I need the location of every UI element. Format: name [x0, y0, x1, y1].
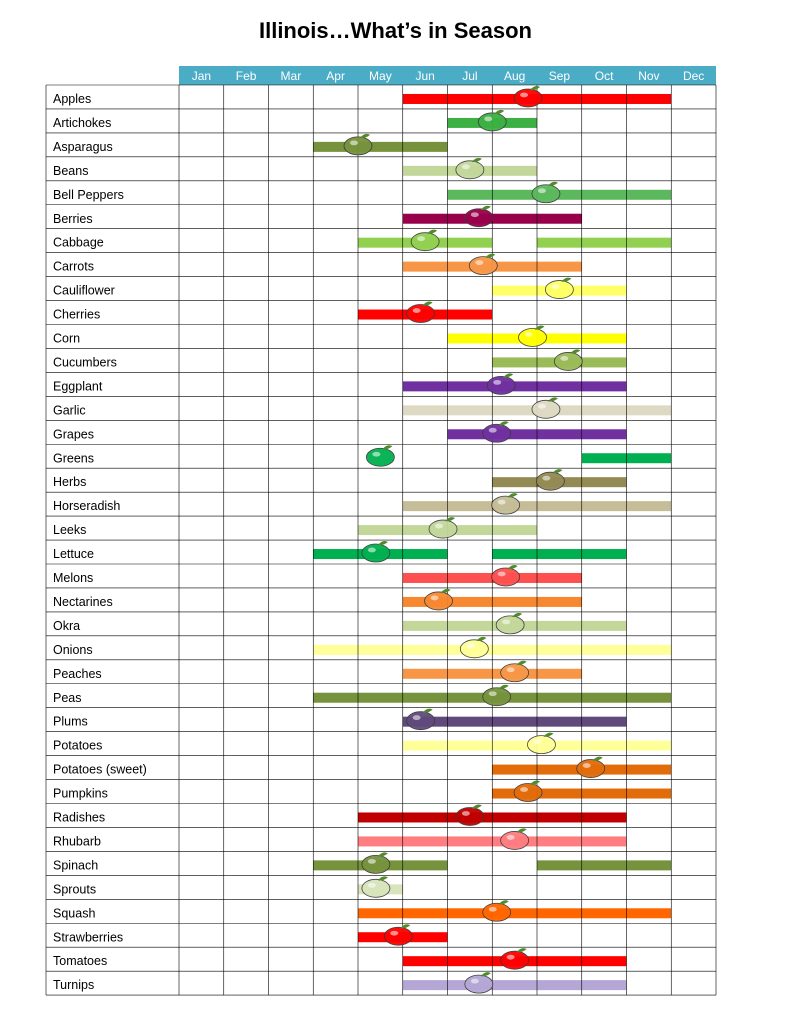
peach-icon-leaf — [517, 661, 527, 665]
greens-icon — [366, 445, 394, 466]
lettuce-icon-leaf — [378, 541, 388, 545]
row-label-corn: Corn — [53, 331, 81, 346]
cauliflower-icon — [545, 278, 573, 299]
cabbage-icon-shape — [411, 233, 439, 251]
row-label-onions: Onions — [53, 642, 93, 657]
row-label-beans: Beans — [53, 163, 89, 178]
month-label-jun: Jun — [415, 69, 435, 83]
beans-icon-highlight — [462, 164, 470, 169]
pepper-icon-leaf — [548, 182, 558, 186]
strawberry-icon-leaf — [400, 924, 410, 928]
spinach-icon-leaf — [378, 852, 388, 856]
eggplant-icon-shape — [487, 376, 515, 394]
pumpkin-icon — [514, 781, 542, 802]
sweet-potato-icon-highlight — [583, 763, 591, 768]
beans-icon — [456, 158, 484, 179]
potato-icon-shape — [527, 736, 555, 754]
plum-icon-shape — [407, 712, 435, 730]
row-label-strawberries: Strawberries — [53, 930, 124, 945]
corn-icon-highlight — [525, 332, 533, 337]
row-label-plums: Plums — [53, 714, 88, 729]
cucumber-icon-leaf — [570, 349, 580, 353]
leek-icon-leaf — [445, 517, 455, 521]
berries-icon — [465, 206, 493, 227]
peach-icon — [501, 661, 529, 682]
apple-icon-highlight — [520, 93, 528, 98]
row-label-asparagus: Asparagus — [53, 139, 113, 154]
peas-icon-leaf — [499, 685, 509, 689]
melon-icon-shape — [492, 568, 520, 586]
season-bar-turnips-1 — [403, 980, 627, 990]
row-label-okra: Okra — [53, 618, 81, 633]
eggplant-icon-leaf — [503, 373, 513, 377]
page-title: Illinois…What’s in Season — [258, 18, 532, 43]
apple-icon-shape — [514, 89, 542, 107]
month-label-jul: Jul — [462, 69, 478, 83]
corn-icon — [519, 325, 547, 346]
month-label-sep: Sep — [548, 69, 571, 83]
leek-icon — [429, 517, 457, 538]
season-bar-lettuce-2 — [492, 549, 626, 559]
lettuce-icon-shape — [362, 544, 390, 562]
season-bar-squash-1 — [358, 908, 671, 918]
peas-icon-shape — [483, 688, 511, 706]
cauliflower-icon-shape — [545, 281, 573, 299]
cauliflower-icon-highlight — [551, 284, 559, 289]
sprouts-icon-leaf — [378, 876, 388, 880]
apple-icon — [514, 86, 542, 107]
month-label-nov: Nov — [638, 69, 660, 83]
potato-icon-leaf — [543, 733, 553, 737]
row-label-potatoes: Potatoes — [53, 738, 103, 753]
tomato-icon-leaf — [517, 948, 527, 952]
melon-icon-leaf — [508, 565, 518, 569]
okra-icon — [496, 613, 524, 634]
row-label-carrots: Carrots — [53, 259, 94, 274]
turnip-icon-leaf — [481, 972, 491, 976]
nectarine-icon — [425, 589, 453, 610]
row-label-grapes: Grapes — [53, 427, 94, 442]
sprouts-icon — [362, 876, 390, 897]
melon-icon — [492, 565, 520, 586]
radish-icon-leaf — [472, 804, 482, 808]
garlic-icon-shape — [532, 400, 560, 418]
pumpkin-icon-leaf — [530, 781, 540, 785]
row-label-pumpkins: Pumpkins — [53, 786, 108, 801]
garlic-icon-leaf — [548, 397, 558, 401]
leek-icon-shape — [429, 520, 457, 538]
row-label-horseradish: Horseradish — [53, 499, 121, 514]
cherries-icon-leaf — [423, 302, 433, 306]
row-label-sprouts: Sprouts — [53, 882, 97, 897]
horseradish-icon-shape — [492, 496, 520, 514]
row-label-berries: Berries — [53, 211, 93, 226]
peach-icon-highlight — [507, 667, 515, 672]
berries-icon-highlight — [471, 212, 479, 217]
grapes-icon-highlight — [489, 428, 497, 433]
tomato-icon-highlight — [507, 955, 515, 960]
plum-icon-highlight — [413, 715, 421, 720]
rhubarb-icon — [501, 828, 529, 849]
onion-icon-highlight — [466, 643, 474, 648]
strawberry-icon-shape — [384, 927, 412, 945]
nectarine-icon-leaf — [441, 589, 451, 593]
rhubarb-icon-shape — [501, 831, 529, 849]
row-label-apples: Apples — [53, 92, 92, 106]
month-label-may: May — [369, 69, 392, 83]
row-label-peaches: Peaches — [53, 666, 102, 681]
season-bar-spinach-2 — [537, 860, 671, 870]
month-label-feb: Feb — [235, 69, 257, 83]
row-label-melons: Melons — [53, 571, 94, 585]
row-label-squash: Squash — [53, 906, 96, 921]
horseradish-icon-highlight — [498, 500, 506, 505]
herbs-icon — [536, 469, 564, 490]
cucumber-icon — [554, 349, 582, 370]
month-label-dec: Dec — [682, 69, 705, 83]
row-label-leeks: Leeks — [53, 523, 87, 538]
pumpkin-icon-highlight — [520, 787, 528, 792]
strawberry-icon-highlight — [390, 931, 398, 936]
turnip-icon-shape — [465, 975, 493, 993]
plum-icon-leaf — [423, 709, 433, 713]
row-label-artichokes: Artichokes — [53, 115, 112, 130]
rhubarb-icon-highlight — [507, 835, 515, 840]
pepper-icon-highlight — [538, 188, 546, 193]
peach-icon-shape — [501, 664, 529, 682]
okra-icon-leaf — [512, 613, 522, 617]
artichoke-icon — [478, 110, 506, 131]
peas-icon — [483, 685, 511, 706]
beans-icon-shape — [456, 161, 484, 179]
radish-icon-highlight — [462, 811, 470, 816]
row-label-lettuce: Lettuce — [53, 547, 95, 562]
radish-icon — [456, 804, 484, 825]
row-label-eggplant: Eggplant — [53, 379, 103, 394]
rhubarb-icon-leaf — [517, 828, 527, 832]
cherries-icon — [407, 302, 435, 323]
sprouts-icon-shape — [362, 879, 390, 897]
row-label-cabbage: Cabbage — [53, 235, 104, 250]
carrot-icon-shape — [469, 257, 497, 275]
berries-icon-leaf — [481, 206, 491, 210]
row-label-rhubarb: Rhubarb — [53, 834, 101, 849]
season-bar-asparagus-1 — [313, 142, 447, 152]
tomato-icon — [501, 948, 529, 969]
row-label-cucumbers: Cucumbers — [53, 355, 117, 370]
squash-icon-shape — [483, 903, 511, 921]
cabbage-icon-highlight — [417, 236, 425, 241]
sweet-potato-icon-leaf — [593, 757, 603, 761]
turnip-icon-highlight — [471, 979, 479, 984]
onion-icon-leaf — [476, 637, 486, 641]
apple-icon-leaf — [530, 86, 540, 90]
garlic-icon-highlight — [538, 404, 546, 409]
sweet-potato-icon — [577, 757, 605, 778]
asparagus-icon-highlight — [350, 140, 358, 145]
row-label-cherries: Cherries — [53, 307, 101, 322]
squash-icon-leaf — [499, 900, 509, 904]
month-label-apr: Apr — [326, 69, 345, 83]
row-label-cauliflower: Cauliflower — [53, 283, 115, 298]
squash-icon-highlight — [489, 907, 497, 912]
greens-icon-leaf — [382, 445, 392, 449]
okra-icon-shape — [496, 616, 524, 634]
horseradish-icon — [492, 493, 520, 514]
cabbage-icon-leaf — [427, 230, 437, 234]
herbs-icon-leaf — [552, 469, 562, 473]
beans-icon-leaf — [472, 158, 482, 162]
cherries-icon-highlight — [413, 308, 421, 313]
nectarine-icon-highlight — [431, 596, 439, 601]
month-label-aug: Aug — [503, 69, 526, 83]
horseradish-icon-leaf — [508, 493, 518, 497]
sweet-potato-icon-shape — [577, 760, 605, 778]
row-label-turnips: Turnips — [53, 978, 95, 993]
grapes-icon-shape — [483, 424, 511, 442]
cabbage-icon — [411, 230, 439, 251]
artichoke-icon-highlight — [484, 117, 492, 122]
asparagus-icon — [344, 134, 372, 155]
potato-icon — [527, 733, 555, 754]
season-bar-plums-1 — [403, 717, 627, 727]
artichoke-icon-shape — [478, 113, 506, 131]
potato-icon-highlight — [533, 739, 541, 744]
row-label-garlic: Garlic — [53, 403, 86, 418]
artichoke-icon-leaf — [494, 110, 504, 114]
season-bar-cabbage-2 — [537, 238, 671, 248]
okra-icon-highlight — [502, 619, 510, 624]
pepper-icon-shape — [532, 185, 560, 203]
spinach-icon-highlight — [368, 859, 376, 864]
spinach-icon — [362, 852, 390, 873]
berries-icon-shape — [465, 209, 493, 227]
carrot-icon — [469, 254, 497, 275]
peas-icon-highlight — [489, 691, 497, 696]
corn-icon-shape — [519, 328, 547, 346]
pepper-icon — [532, 182, 560, 203]
cucumber-icon-shape — [554, 352, 582, 370]
lettuce-icon-highlight — [368, 548, 376, 553]
herbs-icon-highlight — [542, 476, 550, 481]
spinach-icon-shape — [362, 855, 390, 873]
asparagus-icon-shape — [344, 137, 372, 155]
herbs-icon-shape — [536, 472, 564, 490]
month-label-jan: Jan — [191, 69, 212, 83]
garlic-icon — [532, 397, 560, 418]
row-label-nectarines: Nectarines — [53, 594, 113, 609]
leek-icon-highlight — [435, 524, 443, 529]
greens-icon-shape — [366, 448, 394, 466]
onion-icon — [460, 637, 488, 658]
nectarine-icon-shape — [425, 592, 453, 610]
cherries-icon-shape — [407, 305, 435, 323]
radish-icon-shape — [456, 807, 484, 825]
row-label-greens: Greens — [53, 451, 94, 466]
row-label-bell-peppers: Bell Peppers — [53, 187, 124, 202]
lettuce-icon — [362, 541, 390, 562]
eggplant-icon-highlight — [493, 380, 501, 385]
month-label-oct: Oct — [594, 69, 614, 83]
grapes-icon-leaf — [499, 421, 509, 425]
carrot-icon-highlight — [475, 260, 483, 265]
tomato-icon-shape — [501, 951, 529, 969]
row-label-potatoes-sweet: Potatoes (sweet) — [53, 762, 147, 777]
onion-icon-shape — [460, 640, 488, 658]
sprouts-icon-highlight — [368, 883, 376, 888]
grapes-icon — [483, 421, 511, 442]
row-label-herbs: Herbs — [53, 475, 87, 490]
row-label-tomatoes: Tomatoes — [53, 954, 108, 969]
row-label-spinach: Spinach — [53, 858, 99, 873]
eggplant-icon — [487, 373, 515, 394]
strawberry-icon — [384, 924, 412, 945]
row-label-peas: Peas — [53, 690, 82, 705]
greens-icon-highlight — [372, 452, 380, 457]
cauliflower-icon-leaf — [561, 278, 571, 282]
plum-icon — [407, 709, 435, 730]
carrot-icon-leaf — [485, 254, 495, 258]
asparagus-icon-leaf — [360, 134, 370, 138]
squash-icon — [483, 900, 511, 921]
month-header-band — [179, 66, 716, 85]
month-label-mar: Mar — [280, 69, 302, 83]
corn-icon-leaf — [535, 325, 545, 329]
pumpkin-icon-shape — [514, 784, 542, 802]
row-label-radishes: Radishes — [53, 810, 106, 825]
cucumber-icon-highlight — [560, 356, 568, 361]
turnip-icon — [465, 972, 493, 993]
melon-icon-highlight — [498, 572, 506, 577]
